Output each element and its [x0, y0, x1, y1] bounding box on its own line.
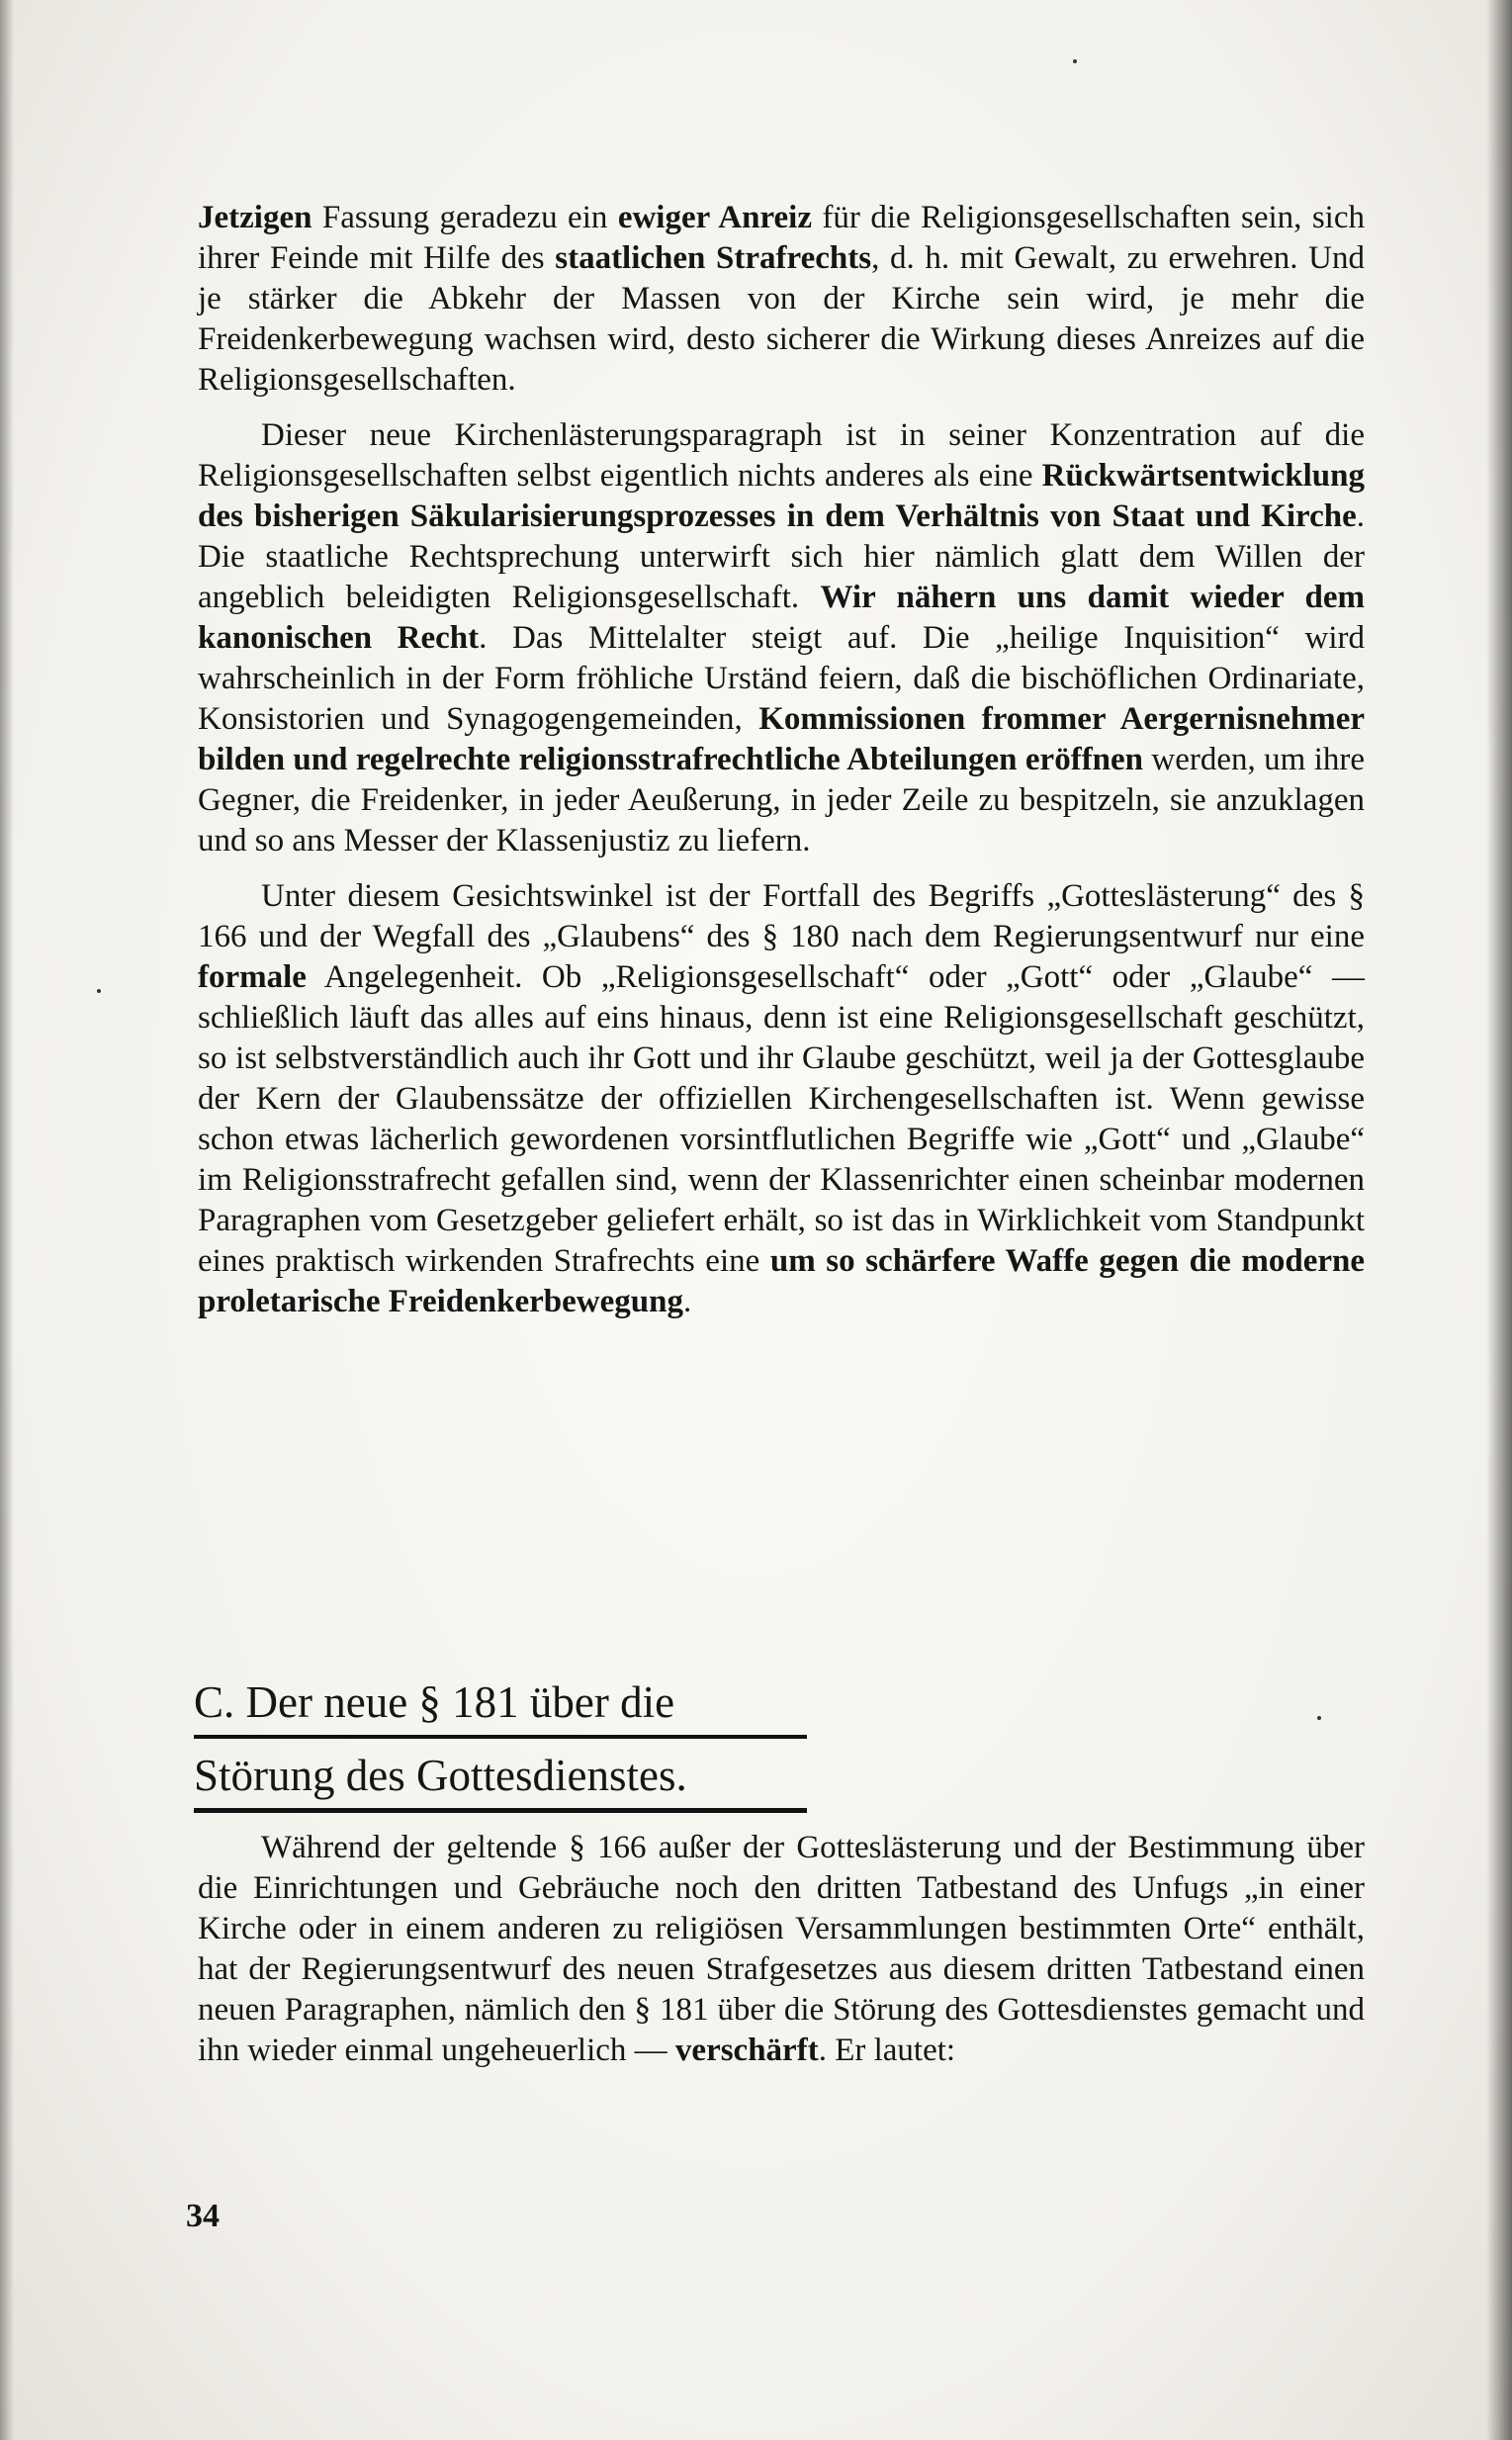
- paragraph: [198, 198, 1365, 401]
- body-text-upper: [198, 198, 1365, 1337]
- bold-text-segment: formale: [198, 959, 307, 995]
- text-segment: Unter diesem Gesichtswinkel ist der Fortfall des Begriffs „Gotteslästerung“ des § 166 und der Wegfall des „Glaubens“ des § 180 nach dem Regierungsentwurf nur eine: [198, 878, 1365, 954]
- bold-text-segment: Jetzigen: [198, 200, 312, 235]
- section-heading-line-2: Störung des Gottesdienstes.: [194, 1745, 807, 1813]
- text-segment: . Die staatliche Rechtsprechung unterwirft sich hier nämlich glatt dem Willen der angeblich beleidigten Religionsgesellschaft.: [198, 498, 1365, 615]
- text-segment: .: [682, 1284, 692, 1319]
- paragraph: [198, 415, 1365, 861]
- body-text-lower: [198, 1828, 1365, 2086]
- print-speck: [1317, 1716, 1321, 1720]
- page-edge-shadow-left: [0, 0, 14, 2440]
- text-segment: , d. h. mit Gewalt, zu erwehren. Und je stärker die Abkehr der Massen von der Kirche sein wird, je mehr die Freidenkerbewegung wachsen wird, desto sicherer die Wirkung dieses Anreizes auf die Religionsgesellschaften.: [198, 240, 1366, 398]
- bold-text-segment: verschärft: [674, 2033, 819, 2068]
- text-segment: werden, um ihre Gegner, die Freidenker, in jeder Aeußerung, in jeder Zeile zu bespitzeln, sie anzuklagen und so ans Messer der Klassenjustiz zu liefern.: [198, 742, 1365, 859]
- text-segment: Während der geltende § 166 außer der Gotteslästerung und der Bestimmung über die Einrichtungen und Gebräuche noch den dritten Tatbestand des Unfugs „in einer Kirche oder in einem anderen zu religiösen Versammlungen bestimmten Orte“ enthält, hat der Regierungsentwurf des neuen Strafgesetzes aus diesem dritten Tatbestand einen neuen Paragraphen, nämlich den § 181 über die Störung des Gottesdienstes gemacht und ihn wieder einmal ungeheuerlich —: [198, 1830, 1365, 2068]
- print-speck: [97, 989, 101, 993]
- text-segment: für die Religionsgesellschaften sein, sich ihrer Feinde mit Hilfe des: [198, 200, 1365, 276]
- text-segment: Dieser neue Kirchenlästerungsparagraph ist in seiner Konzentration auf die Religionsgesellschaften selbst eigentlich nichts anderes als eine: [198, 417, 1365, 494]
- section-heading-line-1: C. Der neue § 181 über die: [194, 1672, 807, 1739]
- bold-text-segment: ewiger Anreiz: [617, 200, 812, 235]
- text-segment: Fassung geradezu ein: [311, 200, 618, 235]
- paragraph: [198, 1828, 1365, 2071]
- bold-text-segment: um so schärfere Waffe gegen die moderne proletarische Freidenkerbewegung: [198, 1243, 1365, 1319]
- bold-text-segment: Kommissionen frommer Aergernisnehmer bilden und regelrechte religionsstrafrechtliche Abteilungen eröffnen: [198, 701, 1365, 777]
- page-edge-shadow-right: [1486, 0, 1512, 2440]
- text-segment: Angelegenheit. Ob „Religionsgesellschaft“ oder „Gott“ oder „Glaube“ — schließlich läuft das alles auf eins hinaus, denn ist eine Religionsgesellschaft geschützt, so ist selbstverständlich auch ihr Gott und ihr Glaube geschützt, weil ja der Gottesglaube der Kern der Glaubenssätze der offiziellen Kirchengesellschaften ist. Wenn gewisse schon etwas lächerlich gewordenen vorsintflutlichen Begriffe wie „Gott“ und „Glaube“ im Religionsstrafrecht gefallen sind, wenn der Klassenrichter einen scheinbar modernen Paragraphen vom Gesetzgeber geliefert erhält, so ist das in Wirklichkeit vom Standpunkt eines praktisch wirkenden Strafrechts eine: [198, 959, 1365, 1279]
- text-segment: . Er lautet:: [818, 2033, 956, 2068]
- paragraph: [198, 876, 1365, 1322]
- print-speck: [1073, 59, 1077, 63]
- bold-text-segment: staatlichen Strafrechts: [555, 240, 872, 276]
- bold-text-segment: Rückwärtsentwicklung des bisherigen Säkularisierungsprozesses in dem Verhältnis von Staat und Kirche: [198, 458, 1365, 534]
- bold-text-segment: Wir nähern uns damit wieder dem kanonischen Recht: [198, 580, 1365, 656]
- text-segment: . Das Mittelalter steigt auf. Die „heilige Inquisition“ wird wahrscheinlich in der Form fröhliche Urständ feiern, daß die bischöflichen Ordinariate, Konsistorien und Synagogengemeinden,: [198, 620, 1365, 737]
- page-number: 34: [186, 2198, 220, 2234]
- section-heading: [194, 1672, 807, 1819]
